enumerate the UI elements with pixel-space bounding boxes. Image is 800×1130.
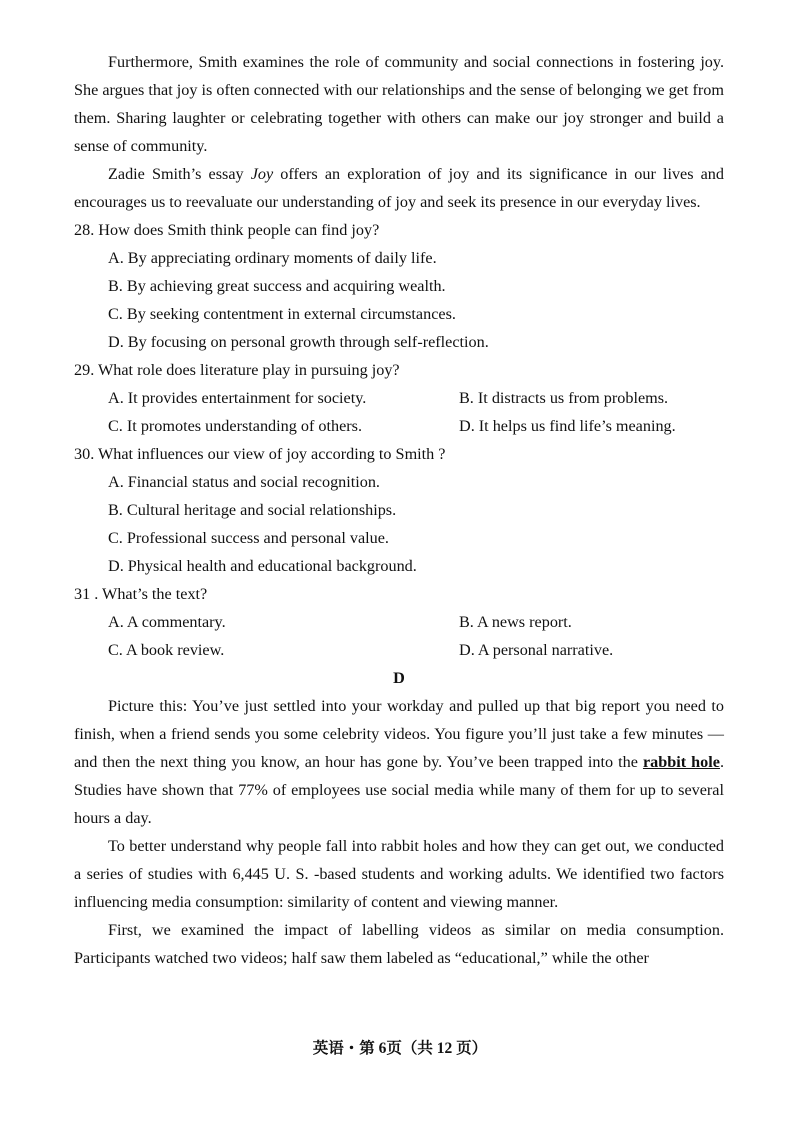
p1-before: Picture this: You’ve just settled into your workday and pulled up that big report you need to finish, when a friend sends you some celebrity videos. You figure you’ll just take a few minutes — and then the next thing you know, an hour has gone by. You’ve been trapped into the	[74, 697, 724, 771]
question-stem: 31 . What’s the text?	[74, 585, 208, 603]
paragraph-studies: To better understand why people fall into rabbit holes and how they can get out, we conducted a series of studies with 6,445 U. S. -based students and working adults. We identified two factors influencing media consumption: similarity of content and viewing manner.	[74, 837, 724, 911]
paragraph-first-study: First, we examined the impact of labelling videos as similar on media consumption. Participants watched two videos; half saw them labeled as “educational,” while the other	[74, 921, 724, 967]
paragraph-community: Furthermore, Smith examines the role of community and social connections in fostering joy. She argues that joy is often connected with our relationships and the sense of belonging we get from them. Sharing laughter or celebrating together with others can make our joy stronger and build a sense of community.	[74, 53, 724, 155]
option-d: D. By focusing on personal growth through self-reflection.	[108, 333, 489, 351]
option-b: B. Cultural heritage and social relationships.	[108, 501, 397, 519]
option-d: D. A personal narrative.	[459, 641, 614, 659]
option-b: B. By achieving great success and acquiring wealth.	[108, 277, 446, 295]
question-28	[74, 216, 724, 356]
section-heading-d: D	[393, 669, 405, 687]
paragraph-closing	[74, 160, 724, 216]
closing-after: offers an exploration of joy and its significance in our lives and encourages us to reevaluate our understanding of joy and seek its presence in our everyday lives.	[74, 165, 724, 211]
option-d: D. Physical health and educational background.	[108, 557, 417, 575]
option-d: D. It helps us find life’s meaning.	[459, 417, 676, 435]
option-row	[108, 608, 724, 636]
option-a: A. Financial status and social recognition.	[108, 473, 380, 491]
option-c: C. By seeking contentment in external circumstances.	[108, 305, 456, 323]
question-stem: 30. What influences our view of joy according to Smith ?	[74, 445, 446, 463]
option-row	[108, 384, 724, 412]
page-footer: 英语・第 6页（共 12 页）	[312, 1040, 488, 1057]
option-row	[108, 636, 724, 664]
paragraph-picture-this	[74, 692, 724, 832]
closing-before: Zadie Smith’s essay	[108, 165, 251, 183]
p1-after: . Studies have shown that 77% of employees use social media while many of them for up to several hours a day.	[74, 753, 725, 827]
page-content	[74, 48, 724, 972]
question-stem: 29. What role does literature play in pursuing joy?	[74, 361, 400, 379]
underlined-term: rabbit hole	[642, 753, 720, 771]
option-c: C. It promotes understanding of others.	[108, 417, 363, 435]
option-b: B. A news report.	[459, 613, 572, 631]
option-a: A. A commentary.	[108, 613, 226, 631]
option-c: C. Professional success and personal value.	[108, 529, 389, 547]
option-c: C. A book review.	[108, 641, 225, 659]
question-31	[74, 580, 724, 664]
option-a: A. By appreciating ordinary moments of daily life.	[108, 249, 437, 267]
option-b: B. It distracts us from problems.	[459, 389, 669, 407]
question-stem: 28. How does Smith think people can find joy?	[74, 221, 380, 239]
question-30	[74, 440, 724, 580]
option-row	[108, 412, 724, 440]
option-a: A. It provides entertainment for society.	[108, 389, 367, 407]
question-29	[74, 356, 724, 440]
essay-title: Joy	[250, 165, 274, 183]
